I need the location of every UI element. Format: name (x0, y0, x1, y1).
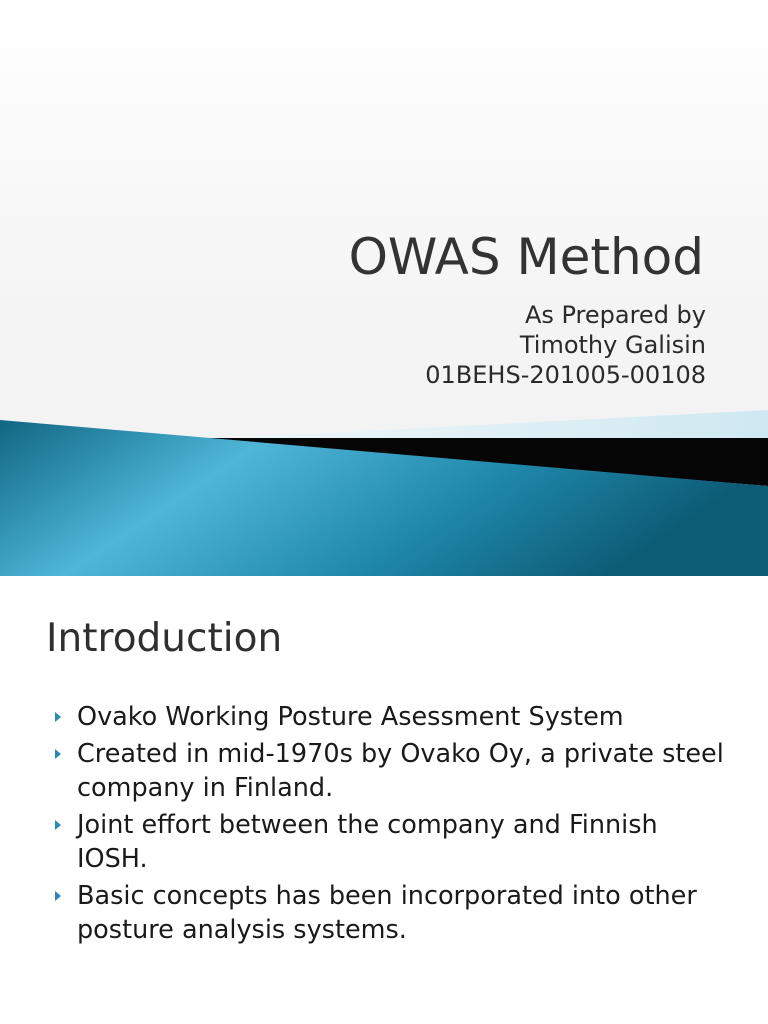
subtitle-line-id: 01BEHS-201005-00108 (425, 361, 706, 389)
acronym-initial: O (77, 702, 98, 732)
acronym-rest: orking Posture (189, 702, 381, 732)
acronym-text (77, 702, 624, 732)
bullet-item (52, 808, 732, 876)
subtitle-line-prepared-by: As Prepared by (524, 301, 706, 329)
bullet-item (52, 700, 732, 734)
bullet-arrow-icon (55, 820, 61, 830)
bullet-arrow-icon (55, 712, 61, 722)
bullet-text: Joint effort between the company and Finnish IOSH. (77, 810, 658, 874)
acronym-initial: A (380, 702, 399, 732)
bullet-text: Created in mid-1970s by Ovako Oy, a private steel company in Finland. (77, 739, 724, 803)
presentation-subtitle (425, 300, 706, 390)
bullet-item (52, 879, 732, 947)
acronym-rest: vako (97, 702, 166, 732)
decorative-banner (0, 410, 768, 576)
acronym-initial: W (165, 702, 190, 732)
presentation-title: OWAS Method (348, 228, 704, 286)
banner-pale-stripe (230, 410, 768, 440)
bullet-item (52, 737, 732, 805)
bullet-arrow-icon (55, 749, 61, 759)
acronym-rest: ystem (544, 702, 624, 732)
bullet-arrow-icon (55, 891, 61, 901)
bullet-text: Basic concepts has been incorporated into other posture analysis systems. (77, 881, 697, 945)
subtitle-line-author: Timothy Galisin (519, 331, 706, 359)
slide-heading: Introduction (46, 616, 283, 661)
introduction-slide (0, 590, 768, 1024)
acronym-initial: S (528, 702, 545, 732)
bullet-list (52, 700, 732, 950)
acronym-rest: sessment (398, 702, 529, 732)
